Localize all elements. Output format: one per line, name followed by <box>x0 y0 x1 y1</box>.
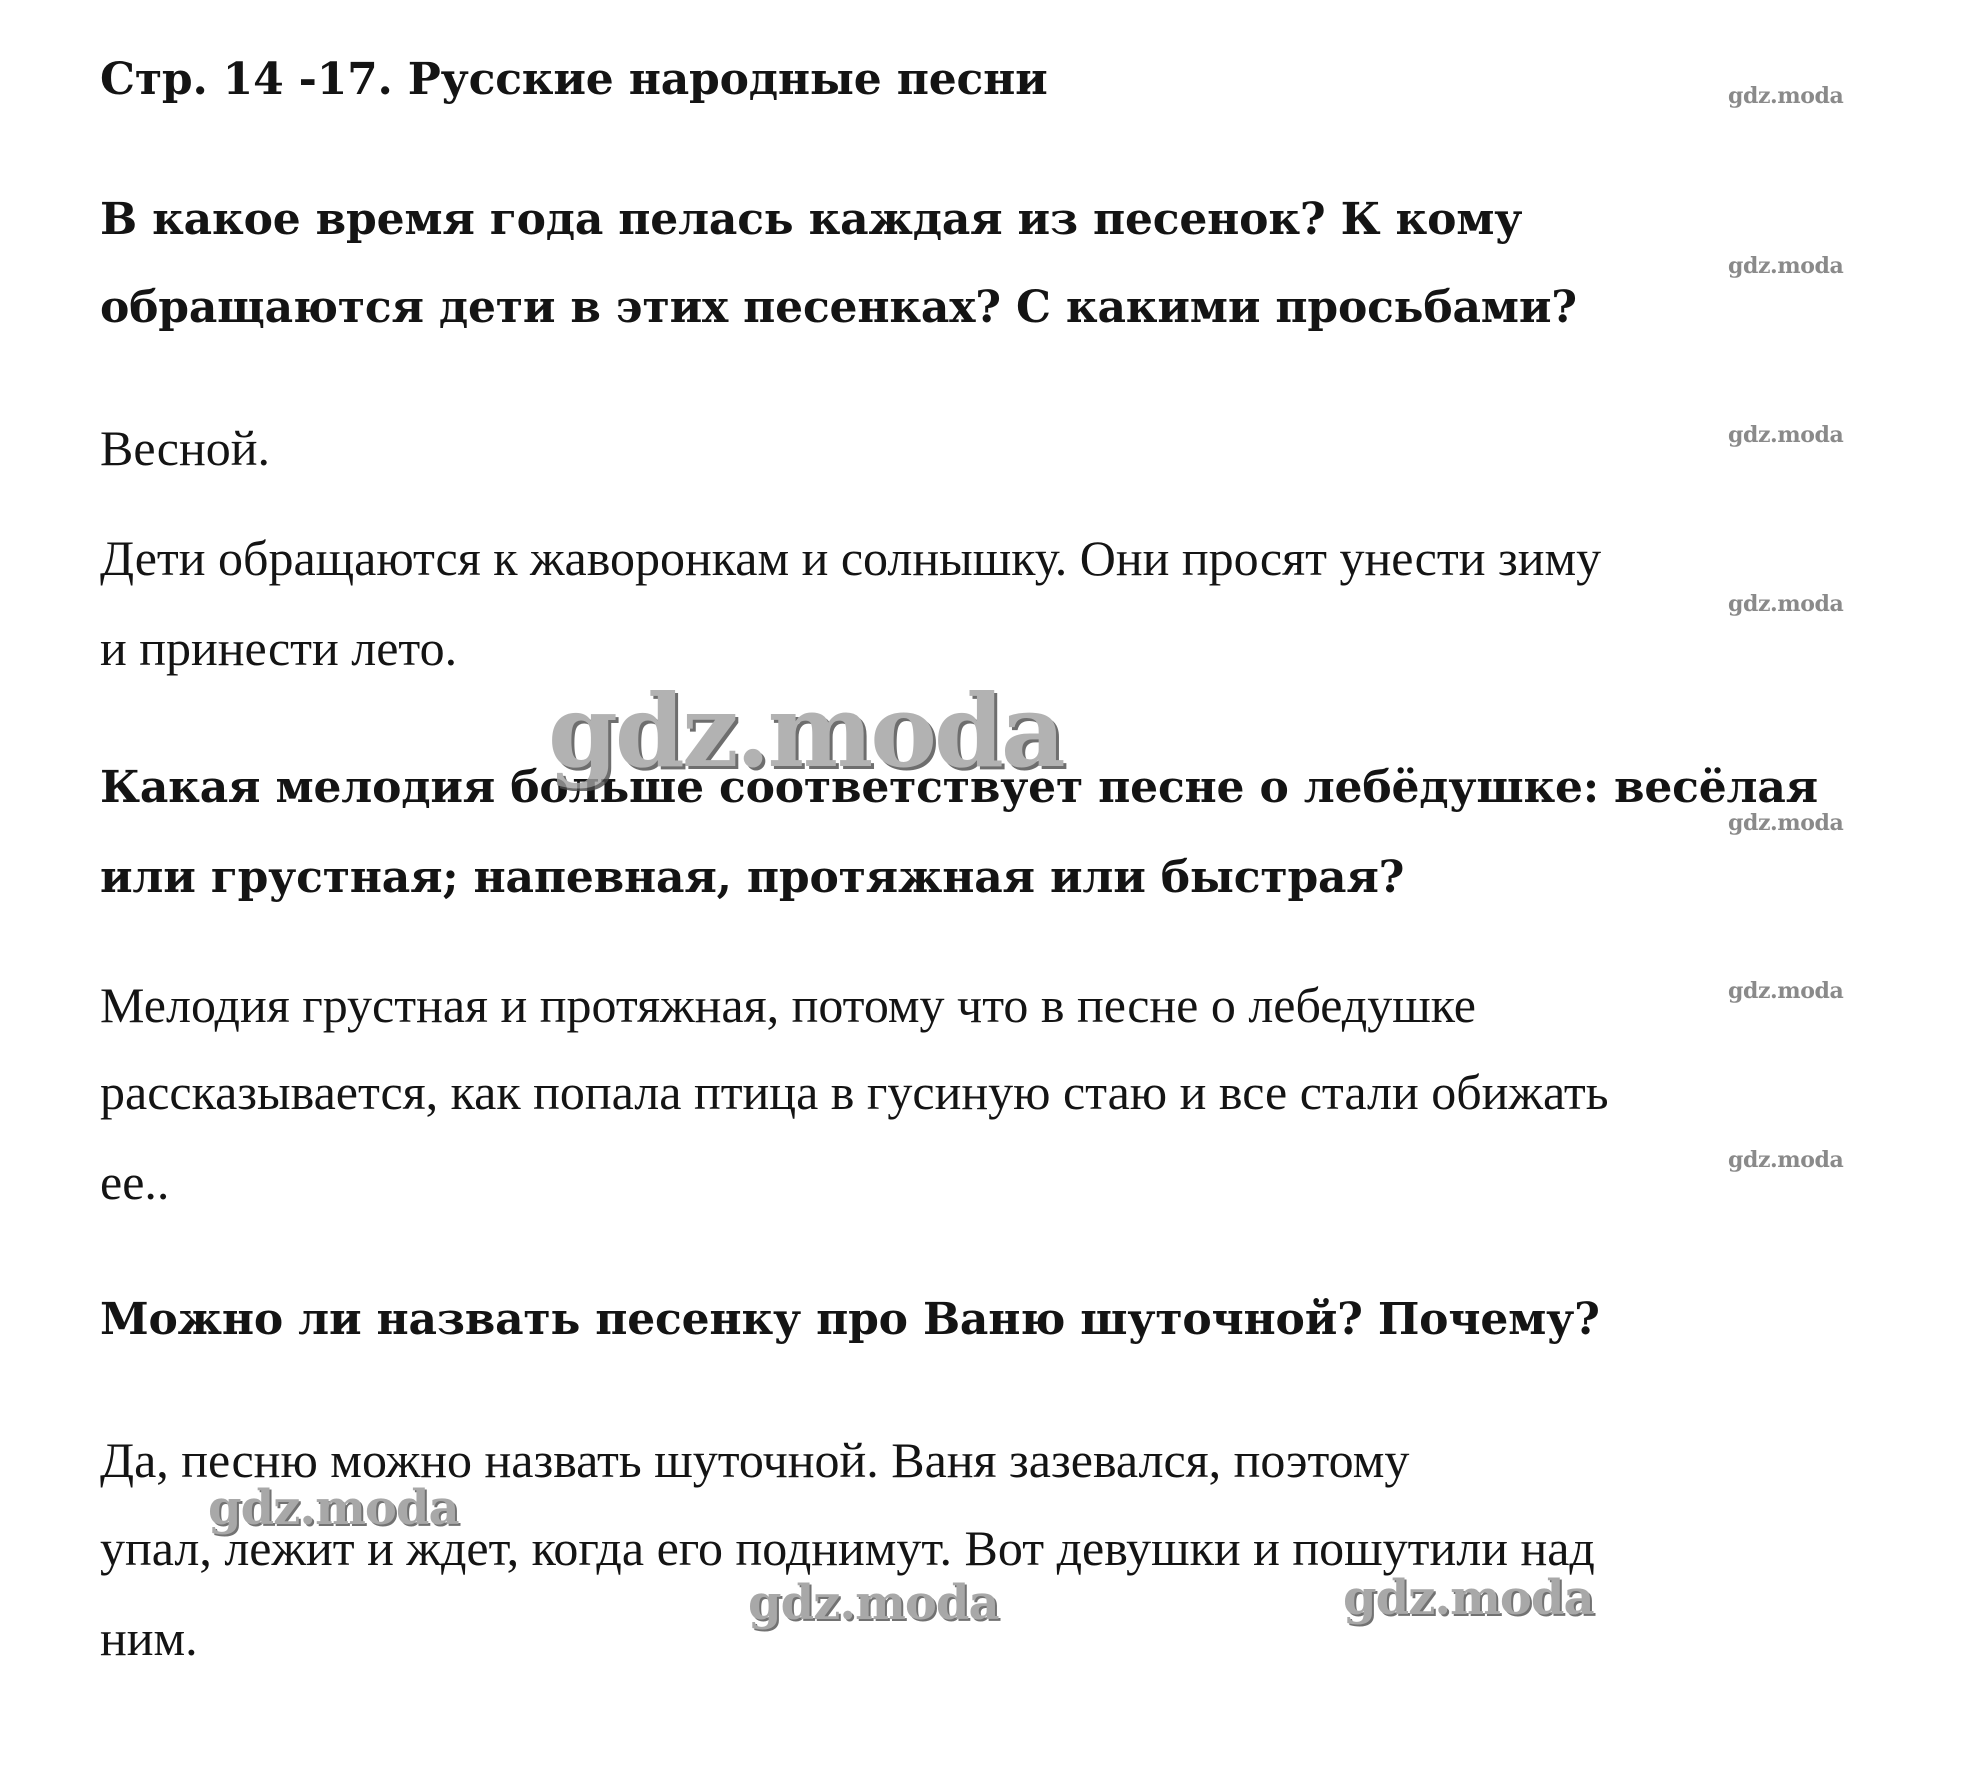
answer-1-paragraph-2-line-1: Дети обращаются к жаворонкам и солнышку. Они просят унести зиму <box>100 530 1602 586</box>
answer-2-line-3: ее.. <box>100 1154 170 1210</box>
watermark-small: gdz.moda <box>1728 422 1844 448</box>
watermark-small: gdz.moda <box>1728 591 1844 617</box>
question-2-line-1: Какая мелодия больше соответствует песне о лебёдушке: весёлая <box>100 762 1818 813</box>
watermark-small: gdz.moda <box>1728 810 1844 836</box>
question-1-line-2: обращаются дети в этих песенках? С какими просьбами? <box>100 282 1577 333</box>
watermark-small: gdz.moda <box>1728 83 1844 109</box>
watermark-small: gdz.moda <box>1728 253 1844 279</box>
watermark-medium: gdz.moda <box>748 1575 999 1631</box>
question-3-line-1: Можно ли назвать песенку про Ваню шуточной? Почему? <box>100 1294 1600 1345</box>
question-1-line-1: В какое время года пелась каждая из песенок? К кому <box>100 194 1523 245</box>
answer-2-line-1: Мелодия грустная и протяжная, потому что в песне о лебедушке <box>100 977 1476 1033</box>
watermark-medium: gdz.moda <box>208 1480 459 1536</box>
watermark-medium: gdz.moda <box>1343 1570 1594 1626</box>
watermark-small: gdz.moda <box>1728 1147 1844 1173</box>
page-title: Стр. 14 -17. Русские народные песни <box>100 54 1048 105</box>
answer-2-line-2: рассказывается, как попала птица в гусиную стаю и все стали обижать <box>100 1064 1609 1120</box>
answer-1-paragraph-2-line-2: и принести лето. <box>100 620 458 676</box>
question-2-line-2: или грустная; напевная, протяжная или быстрая? <box>100 852 1405 903</box>
answer-3-line-1: Да, песню можно назвать шуточной. Ваня зазевался, поэтому <box>100 1432 1410 1488</box>
answer-3-line-3: ним. <box>100 1610 198 1666</box>
watermark-small: gdz.moda <box>1728 978 1844 1004</box>
answer-1-paragraph-1: Весной. <box>100 420 270 476</box>
answer-3-line-2: упал, лежит и ждет, когда его поднимут. Вот девушки и пошутили над <box>100 1520 1595 1576</box>
watermark-large: gdz.moda <box>548 672 1063 790</box>
